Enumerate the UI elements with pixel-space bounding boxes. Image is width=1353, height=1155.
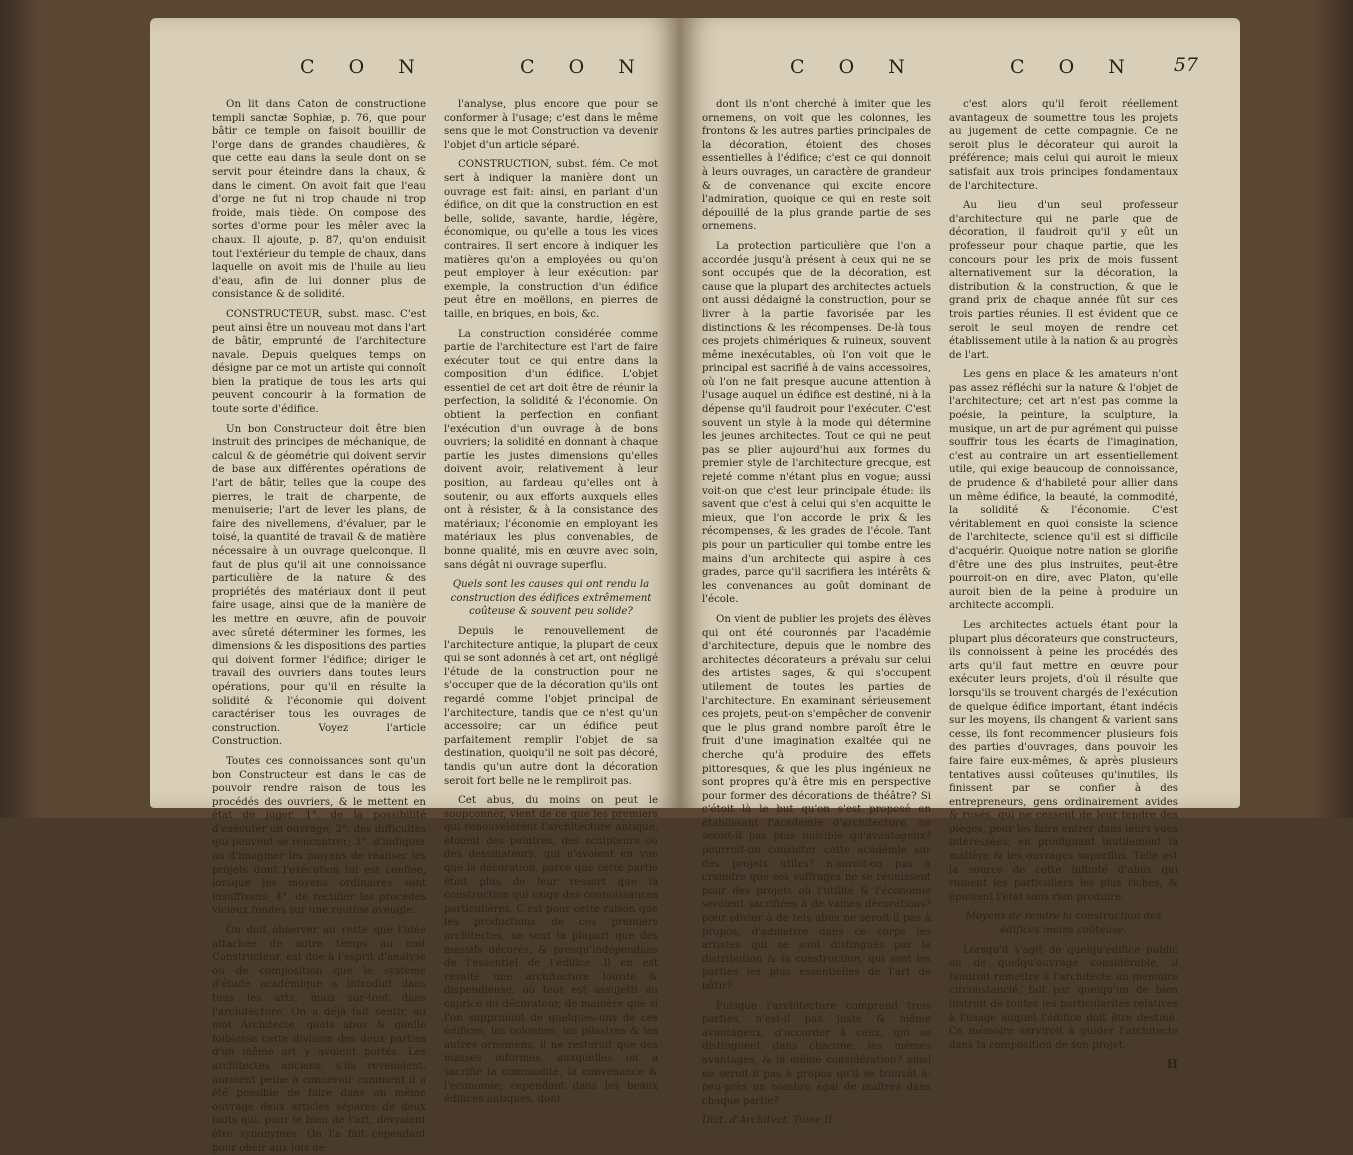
right-column-2 bbox=[949, 98, 1178, 1072]
paragraph: Toutes ces connoissances sont qu'un bon Constructeur est dans le cas de pouvoir rendre raison de tous les procédés des ouvriers, & le mettent en état de juger, 1°. de la possibilité d'exécuter un ouvrage; 2°. des difficultés qui peuvent se rencontrer; 3°. d'indiquer ou d'imaginer les moyens de réaliser les projets dont l'exécution lui est confiée, lorsque les moyens ordinaires sont insuffisans; 4°. de rectifier les procédés vicieux fondés sur une routine aveugle. bbox=[212, 755, 426, 917]
paragraph: l'analyse, plus encore que pour se conformer à l'usage; c'est dans le même sens que le mot Construction va devenir l'objet d'un article séparé. bbox=[444, 99, 658, 151]
paragraph: c'est alors qu'il feroit réellement avantageux de soumettre tous les projets au jugement de cette compagnie. Ce ne seroit plus le décorateur qui auroit la préférence; mais celui qui auroit le mieux satisfait aux trois principes fondamentaux de l'architecture. bbox=[949, 99, 1178, 192]
right-columns bbox=[702, 98, 1178, 1127]
signature-line: Dict. d'Architect. Tome II. bbox=[702, 1115, 836, 1127]
paragraph: Cet abus, du moins on peut le soupçonner, vient de ce que les premiers qui renouvelèrent l'architecture antique, étoient des peintres, des sculpteurs ou des dessinateurs, qui n'avoient en vue que la décoration, parce que cette partie étoit plus de leur ressort que la construction qui exige des connoissances particulières. C'est pour cette raison que les productions de ces premiers architectes, ne sont la plupart que des massifs décorés, & presqu'indépendans de l'essentiel de l'édifice. Il en est résulté une architecture lourde & dispendieuse, où tout est assujetti au caprice du décorateur, de manière que si l'on supprimoit de quelques-uns de ces édifices, les colonnes, les pilastres & les autres ornemens, il ne resteroit que des masses informes, auxquelles on a sacrifié la commodité, la convenance & l'économie; cependant dans les beaux édifices antiques, dont bbox=[444, 795, 658, 1106]
paragraph: CONSTRUCTEUR, subst. masc. C'est peut ainsi être un nouveau mot dans l'art de bâtir, emprunté de l'architecture navale. Depuis quelques temps on désigne par ce mot un artiste qui connoît bien la pratique de tous les arts qui peuvent concourir à la formation de toute sorte d'édifice. bbox=[212, 308, 426, 416]
left-column-2 bbox=[444, 98, 658, 1106]
section-heading: Moyens de rendre la construction des édifices moins coûteuse. bbox=[965, 911, 1162, 937]
paragraph: Un bon Constructeur doit être bien instruit des principes de méchanique, de calcul & de géométrie qui doivent servir de base aux différentes opérations de l'art de bâtir, telles que la coupe des pierres, le trait de charpente, de menuiserie; l'art de lever les plans, de faire des nivellemens, d'évaluer, par le toisé, la quantité de travail & de matière nécessaire à un ouvrage quelconque. Il faut de plus qu'il ait une connoissance particulière de la nature & des propriétés des matériaux dont il peut faire usage, ainsi que de la manière de les mettre en œuvre, afin de pouvoir avec sûreté déterminer les formes, les dimensions & les dispositions des parties qui doivent former l'édifice; diriger le travail des ouvriers dans toutes leurs opérations, pour qu'il en résulte la solidité & l'économie qui doivent caractériser tous les ouvrages de construction. Voyez l'article Construction. bbox=[212, 423, 426, 748]
left-columns bbox=[212, 98, 658, 1154]
paragraph: On lit dans Caton de constructione templi sanctæ Sophiæ, p. 76, que pour bâtir ce temple on faisoit bouillir de l'orge dans de grandes chaudières, & que cette eau dans la seule dont on se servit pour éteindre dans la chaux, & dans le ciment. On avoit fait que l'eau d'orge ne fut ni trop chaude ni trop froide, mais tiède. On compose des sortes d'orme pour les mêler avec la chaux. Il ajoute, p. 87, qu'on enduisit tout l'extérieur du temple de chaux, dans laquelle on avoit mis de l'huile au lieu d'eau, afin de lui donner plus de consistance & de solidité. bbox=[212, 99, 426, 301]
paragraph: Depuis le renouvellement de l'architecture antique, la plupart de ceux qui se sont adonnés à cet art, ont négligé l'étude de la construction pour ne s'occuper que de la décoration qu'ils ont regardé comme l'objet principal de l'architecture, tandis que ce n'est qu'un accessoire; car un édifice peut parfaitement remplir l'objet de sa destination, quoiqu'il ne soit pas décoré, tandis qu'un autre dont la décoration seroit fort belle ne le rempliroit pas. bbox=[444, 625, 658, 787]
right-column-1 bbox=[702, 98, 931, 1127]
paragraph: Lorsqu'il s'agit de quelqu'édifice public ou de quelqu'ouvrage considérable, il faudroit remettre à l'architecte un mémoire circonstancié, fait par quelqu'un de bien instruit de toutes les particularités relatives à l'usage auquel l'édifice doit être destiné. Ce mémoire serviroit à guider l'architecte dans la composition de son projet. bbox=[949, 944, 1178, 1051]
paragraph: Puisque l'architecture comprend trois parties, n'est-il pas juste & même avantageux, d'accorder à ceux, qui se distinguent dans chacune, les mêmes avantages, & la même considération? ainsi ne seroit-il pas à propos qu'il se trouvât à-peu-près un nombre égal de maîtres dans chaque partie? bbox=[702, 1000, 931, 1107]
right-page bbox=[680, 18, 1240, 1127]
signature-mark: H bbox=[1166, 1057, 1178, 1072]
paragraph: La protection particulière que l'on a accordée jusqu'à présent à ceux qui ne se sont occupés que de la décoration, est cause que la plupart des architectes actuels ont aussi dédaigné la construction, pour se livrer à la partie favorisée par les distinctions & les récompenses. De-là tous ces projets chimériques & ruineux, souvent même inexécutables, où l'on voit que le principal est sacrifié à de vains accessoires, où l'on ne fait presque aucune attention à l'usage auquel un édifice est destiné, ni à la dépense qu'il faudroit pour l'exécuter. C'est souvent un style à la mode qui détermine les jeunes architectes. Tout ce qui ne peut pas se plier aujourd'hui aux formes du premier style de l'architecture grecque, est rejeté comme n'étant plus en vogue; aussi voit-on que c'est leur principale étude: ils savent que c'est à celui qui s'en acquitte le mieux, que l'on accorde le prix & les récompenses, & les grades de l'école. Tant pis pour un particulier qui tombe entre les mains d'un architecte qui aspire à ces grades, parce qu'il sacrifiera les intérêts & les convenances au goût dominant de l'école. bbox=[702, 240, 931, 606]
left-column-1 bbox=[212, 98, 426, 1154]
right-running-head-2: C O N bbox=[1010, 56, 1139, 78]
paragraph: Les gens en place & les amateurs n'ont pas assez réfléchi sur la nature & l'objet de l'architecture; cet art n'est pas comme la poésie, la peinture, la sculpture, la musique, un art de pur agrément qui puisse souffrir tous les écarts de l'imagination, c'est au contraire un art essentiellement utile, qui exige beaucoup de connoissance, de prudence & d'habileté pour allier dans un même édifice, la beauté, la commodité, la solidité & l'économie. C'est véritablement en quoi consiste la science de l'architecte, science qu'il est si difficile d'acquérir. Quoique notre nation se glorifie d'être une des plus instruites, peut-être pourroit-on en dire, avec Platon, qu'elle auroit bien de la peine à produire un architecte accompli. bbox=[949, 369, 1178, 612]
left-running-head-2: C O N bbox=[520, 56, 649, 78]
paragraph: On doit observer au reste que l'idée attachée de notre temps au mot Constructeur, est due à l'esprit d'analyse ou de composition que le système d'étude académique a introduit dans tous les arts, mais sur-tout dans l'architecture. On a déjà fait sentir, au mot Architecte, quels abus & quelle foiblesse cette division des deux parties d'un même art y avoient portés. Les architectes anciens, s'ils revenoient, auroient peine à concevoir comment il a été possible de faire dans un même ouvrage deux articles séparés de deux mots qui, pour le bien de l'art, devroient être synonymes. On l'a fait cependant pour obéir aux lois de bbox=[212, 925, 426, 1154]
paragraph: Les architectes actuels étant pour la plupart plus décorateurs que constructeurs, ils connoissent à peine les procédés des arts qu'il faut mettre en œuvre pour exécuter leurs projets, d'où il résulte que lorsqu'ils se trouvent chargés de l'exécution de quelque édifice important, étant indécis sur les moyens, ils changent & varient sans cesse, ils font recommencer plusieurs fois des parties d'ouvrages, dans pouvoir les faire faire eux-mêmes, & après plusieurs tentatives aussi coûteuses qu'inutiles, ils finissent par se confier à des entrepreneurs, gens ordinairement avides & rusés, qui ne cessent de leur tendre des pièges, pour les faire entrer dans leurs vues intéressées, en prodiguant inutilement la matière & les ouvrages superflus. Telle est la source de cette infinité d'abus qui ruinent les particuliers les plus riches, & épuisent l'état sans rien produire. bbox=[949, 619, 1178, 903]
paragraph: On vient de publier les projets des élèves qui ont été couronnés par l'académie d'architecture, depuis que le nombre des architectes décorateurs a prévalu sur celui des artistes sages, & qui s'occupent utilement de toutes les parties de l'architecture. En examinant sérieusement ces projets, peut-on s'empêcher de convenir que le plus grand nombre paroît être le fruit d'une imagination exaltée qui ne cherche qu'à produire des effets pittoresques, & que les plus ingénieux ne sont propres qu'à être mis en perspective pour former des décorations de théâtre? Si c'étoit là le but qu'on s'est proposé en établissant l'académie d'architecture, ne seroit-il pas plus nuisible qu'avantageux? pourroit-on consulter cette académie sur des projets utiles? n'auroit-on pas à craindre que ses suffrages ne se réunissent pour des projets où l'utilité & l'économie seroient sacrifiées à de vaines décorations? pour obvier à de tels abus ne seroit-il pas à propos, d'admettre dans ce corps les artistes qui se sont distingués par la distribution & la construction, qui sont les parties les plus essentielles de l'art de bâtir? bbox=[702, 613, 931, 992]
left-page bbox=[150, 18, 680, 1154]
left-running-head-1: C O N bbox=[300, 56, 429, 78]
paragraph: dont ils n'ont cherché à imiter que les ornemens, on voit que les colonnes, les frontons & les autres parties principales de la décoration, étoient des choses essentielles à l'édifice; c'est ce qui donnoit à leurs ouvrages, un caractère de grandeur & de convenance qui excite encore l'admiration, quoique ce qui en reste soit dépouillé de la plus grande partie de ses ornemens. bbox=[702, 99, 931, 233]
paragraph: Au lieu d'un seul professeur d'architecture qui ne parle que de décoration, il faudroit qu'il y eût un professeur pour chaque partie, que les concours pour les prix de mois fussent alternativement sur la décoration, la distribution & la construction, & que le grand prix de chaque année fût sur ces trois parties réunies. Il est évident que ce seroit le seul moyen de rendre cet établissement utile à la nation & au progrès de l'art. bbox=[949, 200, 1178, 361]
paragraph: La construction considérée comme partie de l'architecture est l'art de faire exécuter tout ce qui entre dans la composition d'un édifice. L'objet essentiel de cet art doit être de réunir la perfection, la solidité & l'économie. On obtient la perfection en confiant l'exécution d'un ouvrage à de bons ouvriers; la solidité en donnant à chaque partie les justes dimensions qu'elles doivent avoir, relativement à leur position, au fardeau qu'elles ont à soutenir, ou aux efforts auxquels elles ont à résister, & à la consistance des matériaux; l'économie en employant les matériaux les plus convenables, de bonne qualité, mis en œuvre avec soin, sans dégât ni ouvrage superflu. bbox=[444, 328, 658, 571]
page-number: 57 bbox=[1173, 54, 1198, 76]
paragraph: CONSTRUCTION, subst. fém. Ce mot sert à indiquer la manière dont un ouvrage est fait: ainsi, en parlant d'un édifice, on dit que la construction en est belle, solide, savante, hardie, légère, économique, ou qu'elle a tous les vices contraires. Il sert encore à indiquer les matières qu'on a employées ou qu'on peut employer à leur exécution: par exemple, la construction d'un édifice peut être en moëllons, en pierres de taille, en briques, en bois, &c. bbox=[444, 159, 658, 320]
section-heading: Quels sont les causes qui ont rendu la construction des édifices extrêmement coûteuse & souvent peu solide? bbox=[450, 579, 652, 618]
right-running-head-1: C O N bbox=[790, 56, 919, 78]
